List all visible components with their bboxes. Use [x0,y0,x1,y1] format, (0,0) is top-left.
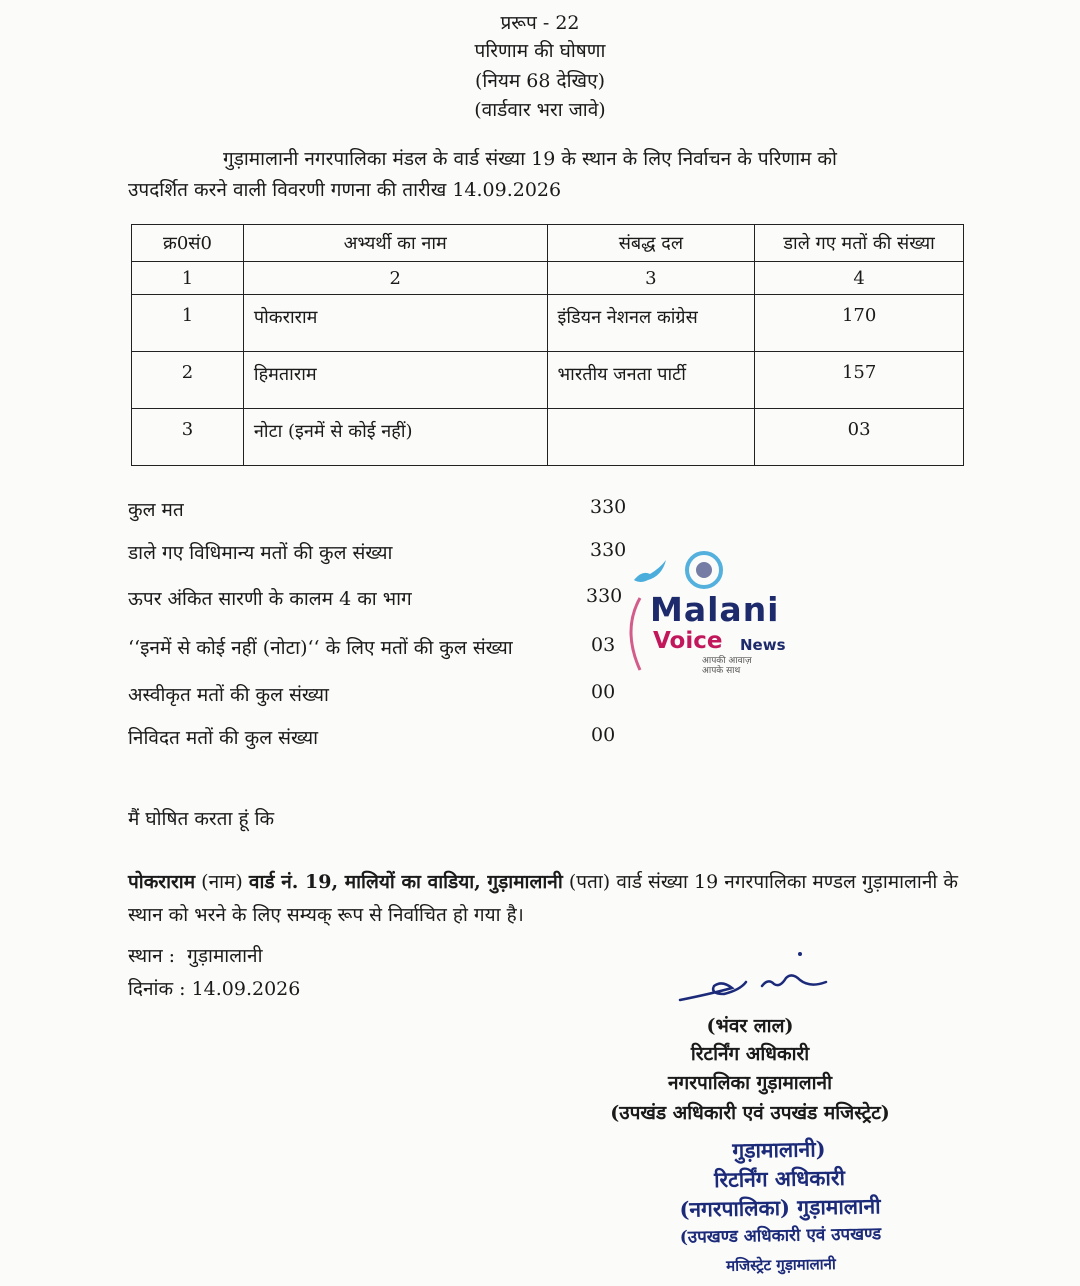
table-header-row [132,225,964,262]
declaration-rest-1: वार्ड संख्या 19 नगरपालिका मण्डल [616,871,856,893]
declaration-rest-2: गुड़ामालानी के स्थान को भरने के लिए सम्यक् रूप से निर्वाचित हो गया है। [128,871,958,926]
winner-address: वार्ड नं. 19, मालियों का वाडिया, गुड़ामालानी [248,871,563,893]
rule-reference: (नियम 68 देखिए) [475,70,605,92]
index-cell: 1 [132,262,244,295]
summary-value: 00 [591,724,616,746]
date-line [128,973,300,1005]
serial-cell: 3 [132,409,244,466]
signatory-role: (उपखंड अधिकारी एवं उपखंड मजिस्ट्रेट) [610,1102,890,1124]
header-party: संबद्ध दल [547,225,755,262]
party-cell: भारतीय जनता पार्टी [547,352,755,409]
candidate-name-cell: हिमताराम [243,352,547,409]
declaration-intro: मैं घोषित करता हूं कि [128,808,275,830]
party-cell [547,409,755,466]
fill-instruction: (वार्डवार भरा जावे) [474,99,606,121]
declaration-text [128,866,958,932]
votes-cell: 170 [755,295,964,352]
index-cell: 4 [755,262,964,295]
handwritten-signature [670,948,840,1010]
stamp-line-1: गुड़ामालानी) [732,1136,826,1163]
watermark-brand: Malani [650,590,780,629]
place-line [128,940,263,972]
candidate-name-cell: नोटा (इनमें से कोई नहीं) [243,409,547,466]
watermark-tagline [702,656,752,676]
signatory-office: नगरपालिका गुड़ामालानी [668,1072,832,1094]
summary-value: 330 [590,539,627,561]
stamp-line-2: रिटर्निंग अधिकारी [713,1164,846,1193]
address-tag: (पता) [568,871,611,893]
watermark-voice: Voice [653,628,723,654]
place-label: स्थान : [128,945,176,967]
name-tag: (नाम) [201,871,243,893]
index-cell: 3 [547,262,755,295]
intro-line-1: गुड़ामालानी नगरपालिका मंडल के वार्ड संख्या 19 के स्थान के लिए निर्वाचन के परिणाम को [223,148,837,170]
watermark-tagline-2: आपके साथ [702,666,741,676]
summary-value: 330 [586,585,623,607]
candidate-name-cell: पोकराराम [243,295,547,352]
intro-paragraph [128,144,958,206]
signatory-name: (भंवर लाल) [706,1015,794,1037]
index-cell: 2 [243,262,547,295]
watermark-news: News [740,636,786,654]
votes-cell: 03 [755,409,964,466]
stamp-line-4: (उपखण्ड अधिकारी एवं उपखण्ड [679,1224,882,1248]
table-index-row [132,262,964,295]
intro-line-2: उपदर्शित करने वाली विवरणी गणना की तारीख 14.09.2026 [128,179,562,201]
summary-label: कुल मत [128,499,184,521]
winner-name: पोकराराम [128,871,196,893]
results-table [131,224,964,466]
signatory-designation: रिटर्निंग अधिकारी [690,1043,810,1065]
header-votes: डाले गए मतों की संख्या [755,225,964,262]
header-candidate-name: अभ्यर्थी का नाम [243,225,547,262]
serial-cell: 2 [132,352,244,409]
stamp-line-5: मजिस्ट्रेट गुड़ामालानी [726,1255,836,1275]
date-label: दिनांक : [128,978,186,1000]
header-serial: क्र0सं0 [132,225,244,262]
serial-cell: 1 [132,295,244,352]
official-stamp [619,1132,941,1283]
table-row [132,409,964,466]
votes-cell: 157 [755,352,964,409]
form-number: प्ररूप - 22 [500,12,580,34]
watermark-logo [620,540,805,690]
party-cell: इंडियन नेशनल कांग्रेस [547,295,755,352]
date-value: 14.09.2026 [191,978,301,1000]
place-value: गुड़ामालानी [187,945,263,967]
summary-value: 00 [591,681,616,703]
table-row [132,295,964,352]
summary-label: ‘‘इनमें से कोई नहीं (नोटा)‘‘ के लिए मतों की कुल संख्या [128,637,513,659]
table-row [132,352,964,409]
stamp-line-3: (नगरपालिका) गुड़ामालानी [679,1193,881,1222]
document-title: परिणाम की घोषणा [474,40,606,62]
summary-label: निविदत मतों की कुल संख्या [128,727,319,749]
summary-label: डाले गए विधिमान्य मतों की कुल संख्या [128,542,393,564]
watermark-tagline-1: आपकी आवाज़ [702,656,752,666]
summary-label: ऊपर अंकित सारणी के कालम 4 का भाग [128,588,412,610]
summary-value: 330 [590,496,627,518]
summary-value: 03 [591,634,616,656]
summary-label: अस्वीकृत मतों की कुल संख्या [128,684,329,706]
